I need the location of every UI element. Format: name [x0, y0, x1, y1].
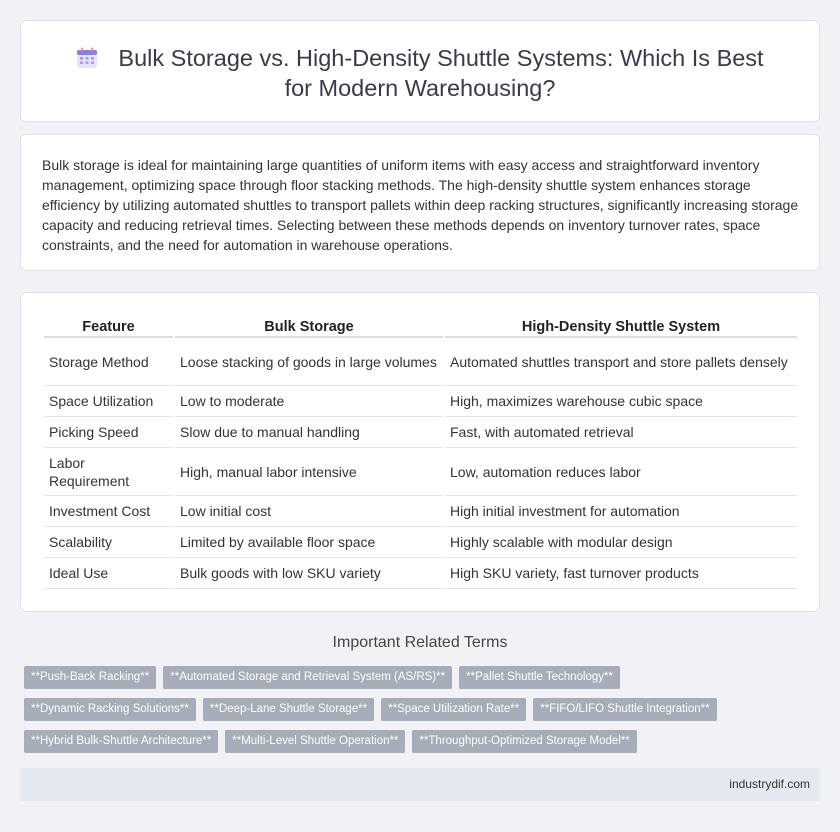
tag-dynamic-racking[interactable]: **Dynamic Racking Solutions**: [24, 698, 196, 721]
cell-feature: Scalability: [44, 527, 173, 558]
tag-row: [24, 666, 804, 689]
tag-throughput-optimized[interactable]: **Throughput-Optimized Storage Model**: [412, 730, 636, 753]
tag-space-utilization-rate[interactable]: **Space Utilization Rate**: [381, 698, 526, 721]
cell-shuttle: Fast, with automated retrieval: [445, 417, 797, 448]
header-feature: Feature: [44, 314, 173, 338]
cell-feature: Ideal Use: [44, 558, 173, 589]
cell-shuttle: High initial investment for automation: [445, 496, 797, 527]
table-row: [44, 448, 797, 496]
title-card: [20, 20, 820, 122]
tag-hybrid-bulk-shuttle[interactable]: **Hybrid Bulk-Shuttle Architecture**: [24, 730, 218, 753]
table-header-row: [44, 314, 797, 338]
intro-card: [20, 134, 820, 271]
cell-bulk: Loose stacking of goods in large volumes: [175, 338, 443, 386]
comparison-table: [42, 314, 799, 589]
cell-shuttle: Low, automation reduces labor: [445, 448, 797, 496]
header-shuttle-system: High-Density Shuttle System: [445, 314, 797, 338]
tag-pallet-shuttle-technology[interactable]: **Pallet Shuttle Technology**: [459, 666, 620, 689]
cell-shuttle: Highly scalable with modular design: [445, 527, 797, 558]
footer: [20, 768, 820, 801]
intro-paragraph: Bulk storage is ideal for maintaining large quantities of uniform items with easy access and straightforward inventory management, optimizing space through floor stacking methods. The high-density shuttle system enhances storage efficiency by utilizing automated shuttles to transport pallets within deep racking structures, significantly increasing storage capacity and reducing retrieval times. Selecting between these methods depends on inventory turnover rates, space constraints, and the need for automation in warehouse operations.: [42, 157, 799, 253]
table-row: [44, 527, 797, 558]
cell-shuttle: Automated shuttles transport and store pallets densely: [445, 338, 797, 386]
tag-deep-lane-shuttle[interactable]: **Deep-Lane Shuttle Storage**: [203, 698, 374, 721]
cell-shuttle: High SKU variety, fast turnover products: [445, 558, 797, 589]
tag-asrs[interactable]: **Automated Storage and Retrieval System (AS/RS)**: [163, 666, 452, 689]
cell-bulk: High, manual labor intensive: [175, 448, 443, 496]
page-title-wrap: [61, 43, 779, 103]
tag-multi-level-shuttle[interactable]: **Multi-Level Shuttle Operation**: [225, 730, 405, 753]
comparison-card: [20, 292, 820, 612]
cell-bulk: Low to moderate: [175, 386, 443, 417]
calendar-grid-icon: [76, 47, 98, 69]
cell-feature: Labor Requirement: [44, 448, 173, 496]
cell-feature: Investment Cost: [44, 496, 173, 527]
related-terms-heading: Important Related Terms: [332, 634, 508, 651]
cell-bulk: Slow due to manual handling: [175, 417, 443, 448]
header-bulk-storage: Bulk Storage: [175, 314, 443, 338]
table-row: [44, 338, 797, 386]
table-row: [44, 386, 797, 417]
footer-site-link[interactable]: industrydif.com: [729, 777, 810, 791]
cell-shuttle: High, maximizes warehouse cubic space: [445, 386, 797, 417]
related-terms-tags: [24, 666, 804, 762]
tag-row: [24, 730, 804, 753]
tag-row: [24, 698, 804, 721]
table-row: [44, 558, 797, 589]
cell-bulk: Low initial cost: [175, 496, 443, 527]
cell-bulk: Bulk goods with low SKU variety: [175, 558, 443, 589]
table-row: [44, 417, 797, 448]
cell-feature: Space Utilization: [44, 386, 173, 417]
page-title: Bulk Storage vs. High-Density Shuttle Systems: Which Is Best for Modern Warehousing?: [118, 45, 764, 101]
cell-feature: Storage Method: [44, 338, 173, 386]
cell-feature: Picking Speed: [44, 417, 173, 448]
cell-bulk: Limited by available floor space: [175, 527, 443, 558]
tag-fifo-lifo[interactable]: **FIFO/LIFO Shuttle Integration**: [533, 698, 716, 721]
tag-push-back-racking[interactable]: **Push-Back Racking**: [24, 666, 156, 689]
table-row: [44, 496, 797, 527]
